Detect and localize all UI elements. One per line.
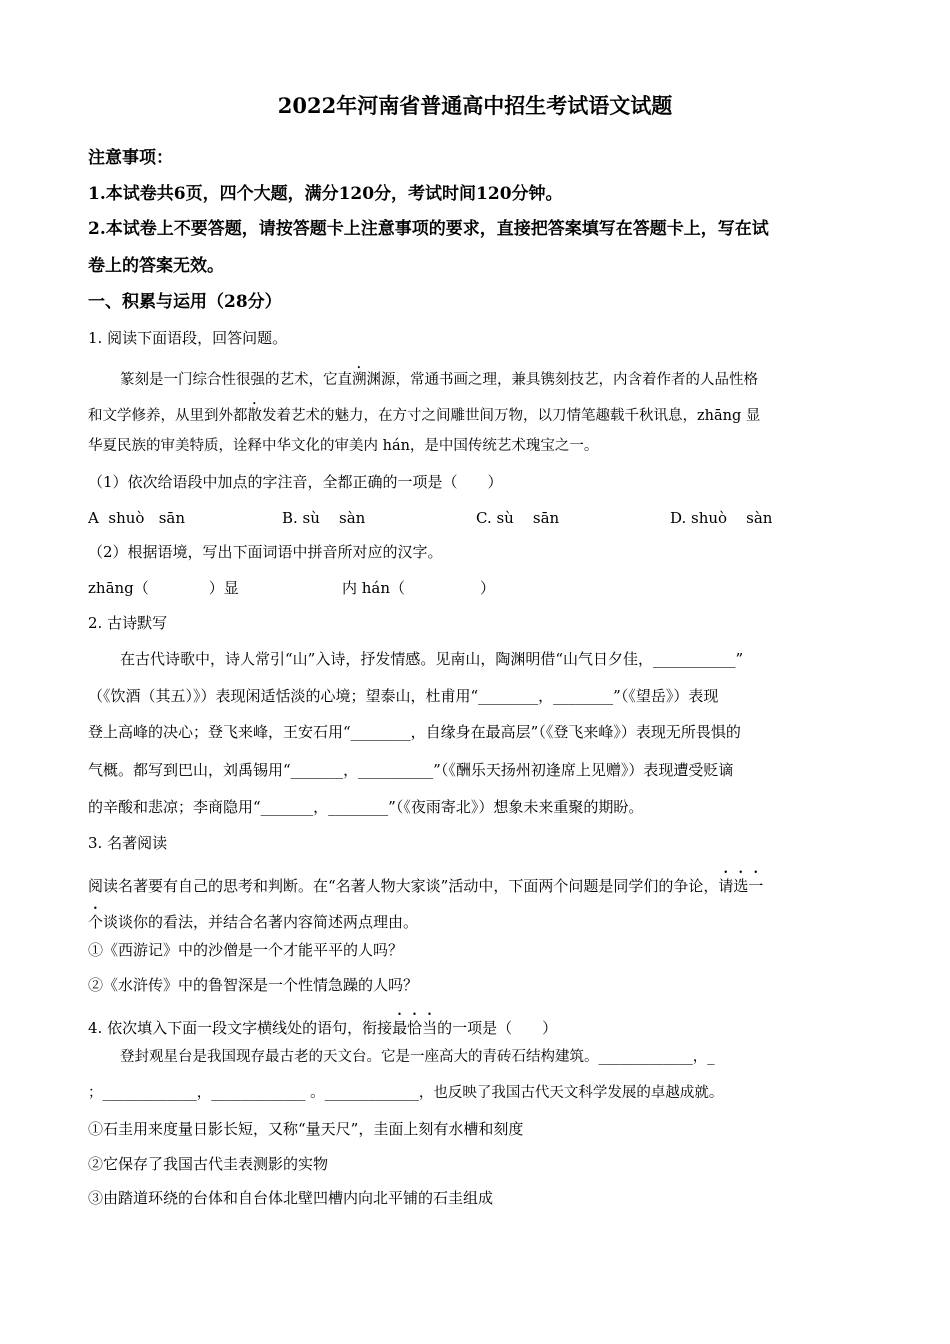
q4-prompt	[88, 1010, 557, 1038]
q1-passage-text: 和文学修养，从里到外都	[88, 408, 248, 424]
q4-text: 的一项是（ ）	[437, 1019, 558, 1037]
emphasized-text: 请选一	[718, 877, 764, 895]
q1-fill-han: 内 hán（ ）	[342, 579, 496, 597]
q1-passage-line-2	[88, 400, 760, 426]
q2-line-5: 的辛酸和悲凉；李商隐用“_______，________”（《夜雨寄北》）想象未来重聚的期盼。	[88, 798, 644, 816]
q1-passage-text: 篆刻是一门综合性很强的艺术，它直	[120, 372, 352, 388]
q1-passage-text: 渊源，常通书画之理，兼具镌刻技艺，内含着作者的人品性格	[366, 372, 758, 388]
q2-line-2: （《饮酒（其五）》）表现闲适恬淡的心境；望泰山，杜甫用“________，________”（《望岳》）表现	[88, 687, 719, 705]
notice-item-1: 1.本试卷共6页，四个大题，满分120分，考试时间120分钟。	[88, 184, 563, 204]
q3-text: 谈谈你的看法，并结合名著内容简述两点理由。	[103, 913, 419, 931]
q4-passage-line-1: 登封观星台是我国现存最古老的天文台。它是一座高大的青砖石结构建筑。_____________，_	[120, 1049, 715, 1065]
q4-item-1: ①石圭用来度量日影长短，又称“量天尺”，圭面上刻有水槽和刻度	[88, 1120, 524, 1138]
q2-line-3: 登上高峰的决心；登飞来峰，王安石用“________，自缘身在最高层”（《登飞来峰》）表现无所畏惧的	[88, 723, 741, 741]
q1-passage-line-3: 华夏民族的审美特质，诠释中华文化的审美内 hán，是中国传统艺术瑰宝之一。	[88, 438, 599, 454]
q2-prompt: 2. 古诗默写	[88, 614, 168, 632]
notice-item-2-line-1: 2.本试卷上不要答题，请按答题卡上注意事项的要求，直接把答案填写在答题卡上，写在试	[88, 219, 769, 239]
notice-heading: 注意事项：	[88, 148, 173, 168]
q3-line-2	[88, 904, 418, 932]
q3-prompt: 3. 名著阅读	[88, 834, 168, 852]
q1-fill-zhang: zhāng（ ）显	[88, 579, 239, 597]
emphasized-char: 溯	[352, 372, 367, 388]
q3-item-1: ①《西游记》中的沙僧是一个才能平平的人吗？	[88, 941, 404, 959]
q4-item-3: ③由踏道环绕的台体和自台体北壁凹槽内向北平铺的石圭组成	[88, 1189, 494, 1207]
q1-option-d: D. shuò sàn	[670, 509, 773, 527]
emphasized-text: 个	[88, 913, 104, 931]
q1-passage-text: 发着艺术的魅力，在方寸之间雕世间万物，以刀情笔趣载千秋讯息，zhāng 显	[262, 408, 761, 424]
q4-text: 4. 依次填入下面一段文字横线处的语句，衔接	[88, 1019, 393, 1037]
emphasized-text: 最恰当	[392, 1019, 438, 1037]
q4-item-2: ②它保存了我国古代圭表测影的实物	[88, 1155, 329, 1173]
q2-line-4: 气概。都写到巴山，刘禹锡用“_______，__________”（《酬乐天扬州初逢席上见赠》）表现遭受贬谪	[88, 761, 734, 779]
q1-sub-question-2: （2）根据语境，写出下面词语中拼音所对应的汉字。	[88, 543, 443, 561]
notice-item-2-line-2: 卷上的答案无效。	[88, 256, 224, 276]
q1-prompt: 1. 阅读下面语段，回答问题。	[88, 329, 288, 347]
emphasized-char: 散	[247, 408, 262, 424]
q1-passage-line-1	[120, 364, 758, 390]
q3-item-2: ②《水浒传》中的鲁智深是一个性情急躁的人吗？	[88, 976, 419, 994]
q1-sub-question-1: （1）依次给语段中加点的字注音，全都正确的一项是（ ）	[88, 473, 503, 491]
q1-option-b: B. sù sàn	[282, 509, 366, 527]
q1-option-a: A shuò sān	[88, 509, 186, 527]
q3-text: 阅读名著要有自己的思考和判断。在“名著人物大家谈”活动中，下面两个问题是同学们的争论，	[88, 877, 719, 895]
q4-passage-line-2: ；_____________，_____________ 。_____________，也反映了我国古代天文科学发展的卓越成就。	[88, 1085, 724, 1101]
q2-line-1: 在古代诗歌中，诗人常引“山”入诗，抒发情感。见南山，陶渊明借“山气日夕佳，___________”	[120, 650, 744, 668]
section-1-heading: 一、积累与运用（28分）	[88, 292, 282, 312]
q1-option-c: C. sù sān	[476, 509, 560, 527]
q3-line-1	[88, 868, 763, 896]
exam-title: 2022年河南省普通高中招生考试语文试题	[277, 93, 673, 118]
